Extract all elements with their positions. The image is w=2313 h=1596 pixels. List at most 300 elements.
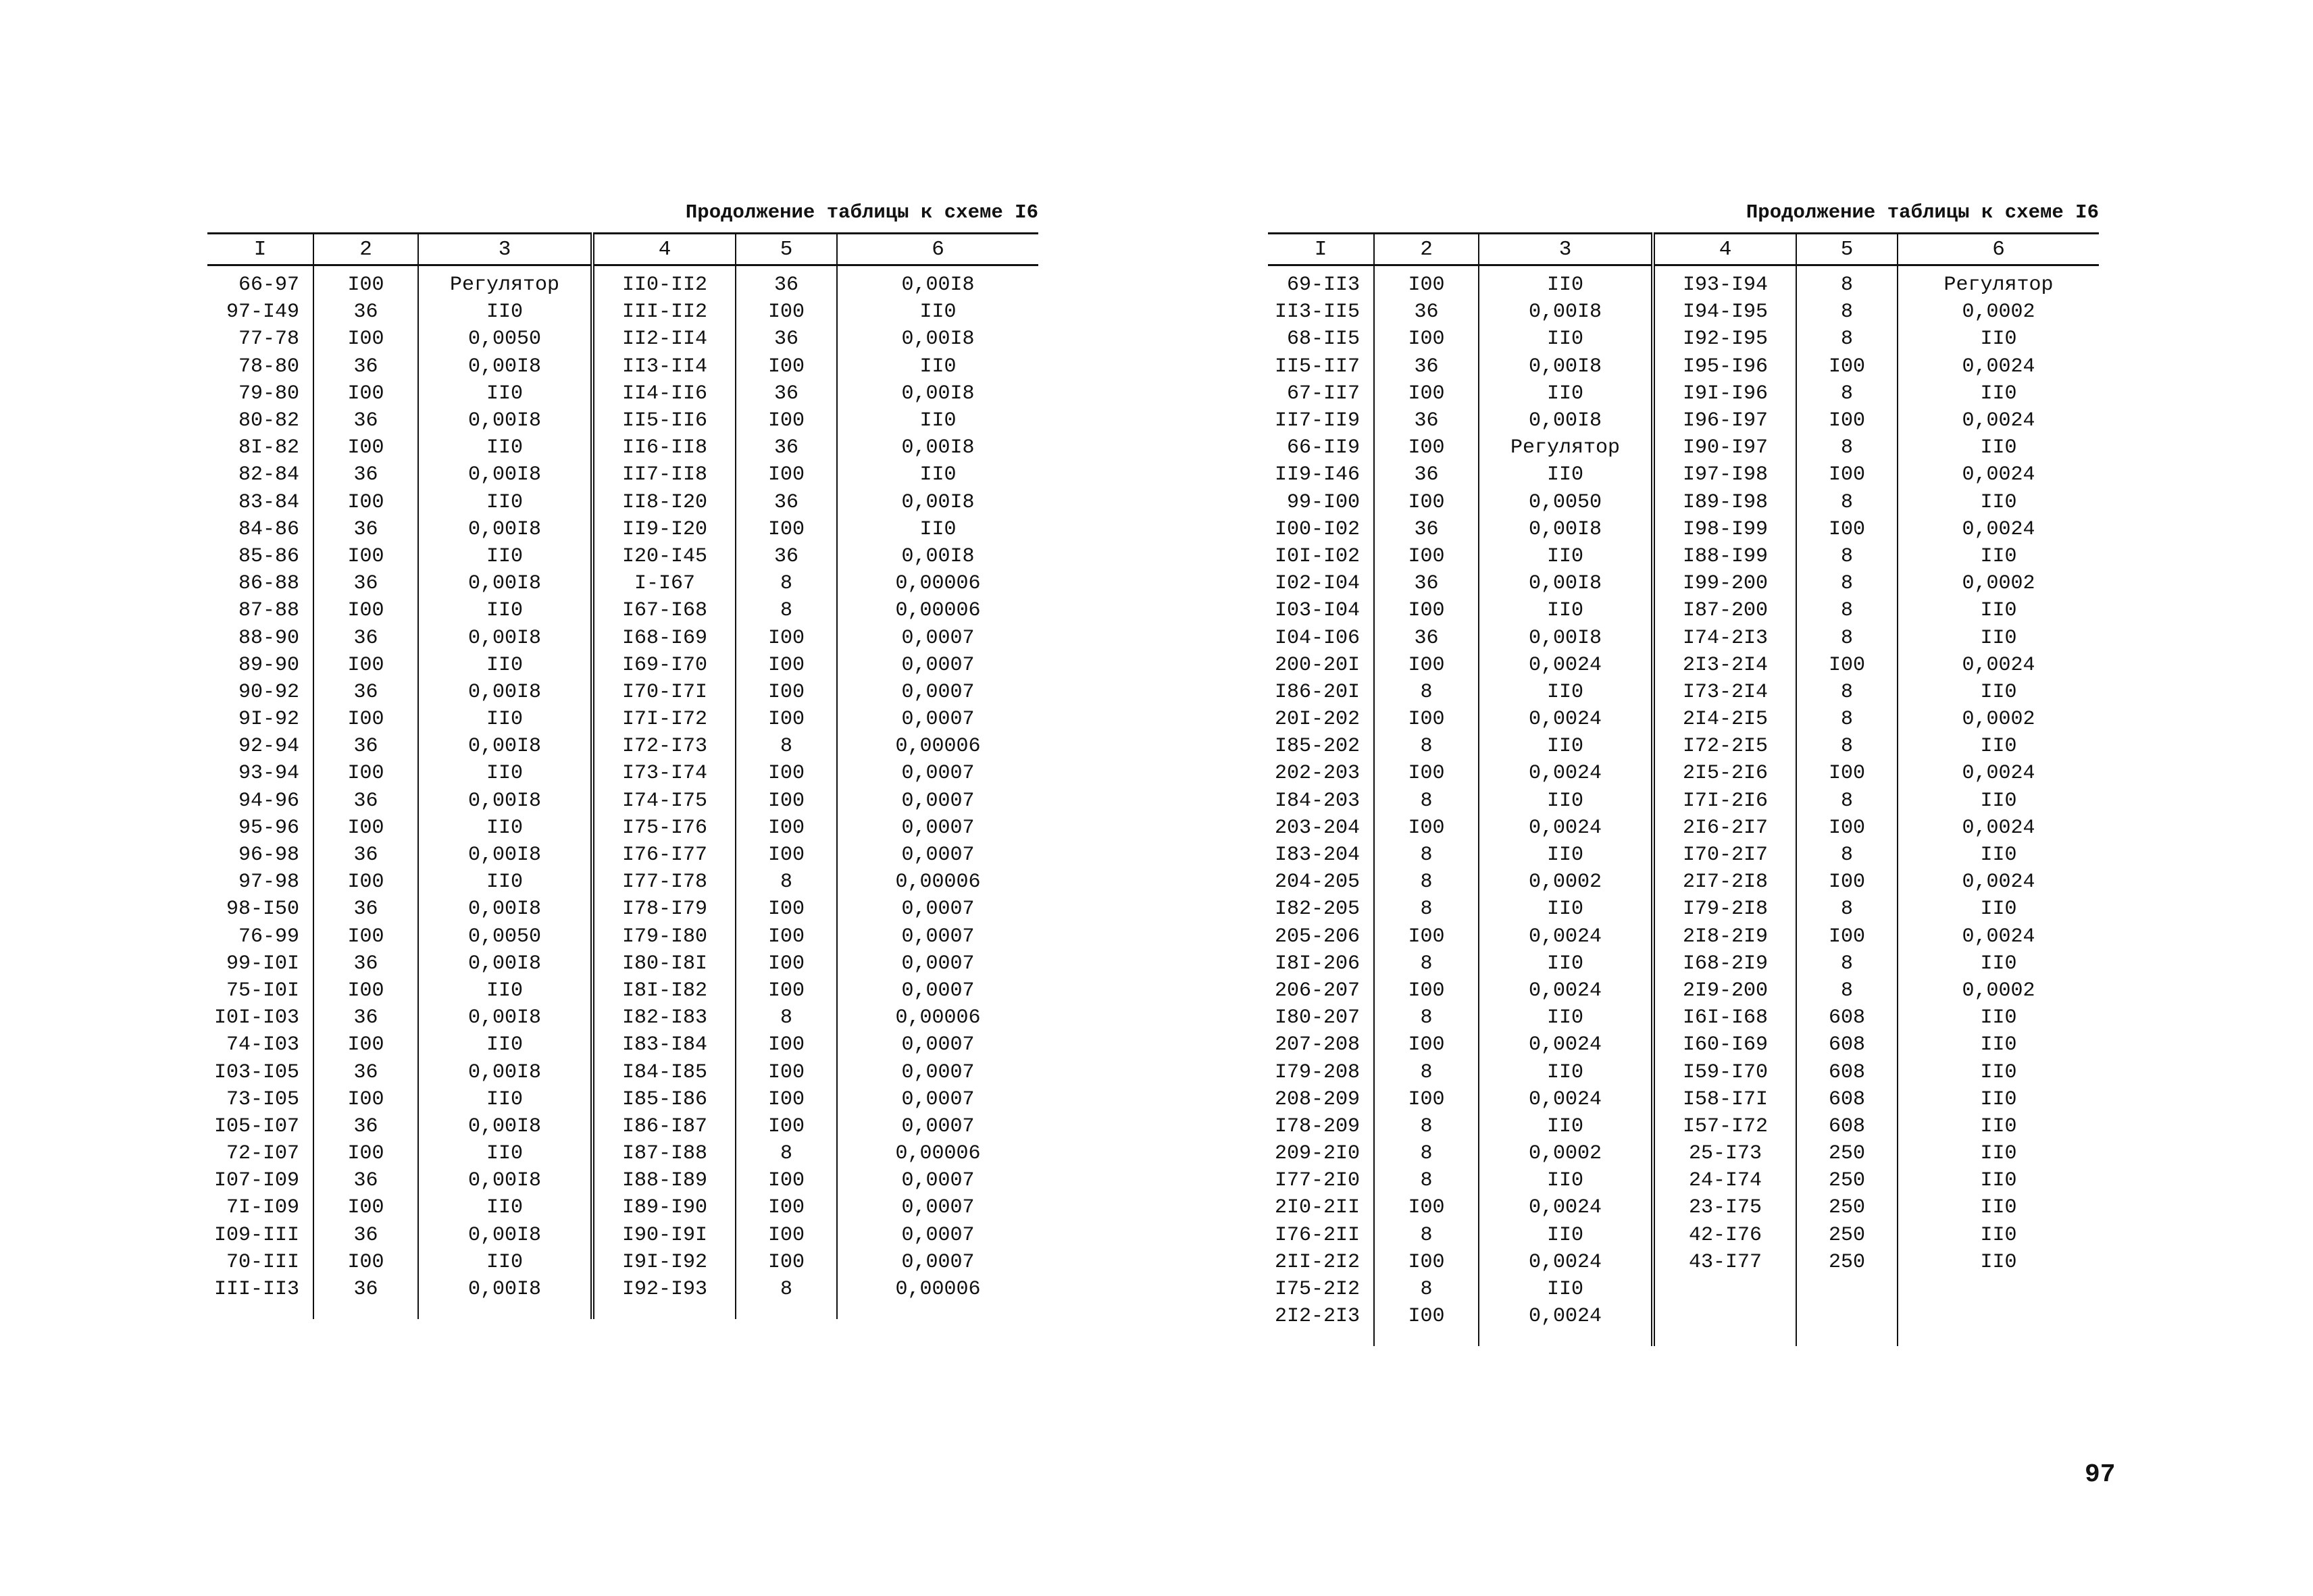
table-cell-col-2: 8 [1374, 842, 1479, 869]
table-cell-col-2: 36 [1374, 353, 1479, 380]
table-cell-col-6: 0,0002 [1898, 299, 2099, 326]
table-cell-col-1: 99-I00 [1286, 490, 1360, 514]
table-cell-col-5: 8 [1796, 299, 1898, 326]
table-cell-col-3: 0,00I8 [418, 461, 592, 488]
table-cell-col-2: I00 [1374, 597, 1479, 624]
table-cell-col-5: I00 [1796, 815, 1898, 842]
table-cell-col-3: II0 [1479, 1058, 1653, 1085]
table-cell-col-2: I00 [1374, 815, 1479, 842]
table-cell-col-5: 36 [736, 489, 837, 516]
table-cell-col-4: I59-I70 [1653, 1058, 1796, 1085]
table-cell-col-6: 0,0007 [837, 950, 1038, 977]
table-row [207, 380, 1038, 407]
table-cell-col-5: 8 [1796, 434, 1898, 461]
table-cell-col-2: I00 [1374, 923, 1479, 950]
table-cell-col-6: 0,0007 [837, 1167, 1038, 1194]
table-cell-col-5: 8 [1796, 543, 1898, 570]
table-cell-col-5: 250 [1796, 1249, 1898, 1276]
table-row [207, 1086, 1038, 1113]
table-cell-col-1: 85-86 [238, 544, 299, 568]
table-row [207, 265, 1038, 299]
table-cell-col-1: I78-209 [1274, 1114, 1360, 1138]
table-cell-col-1: 97-I49 [226, 301, 299, 324]
table-cell-col-5: I00 [1796, 407, 1898, 434]
table-cell-col-3: II0 [418, 1031, 592, 1058]
table-row [207, 977, 1038, 1004]
table-cell-col-2: I00 [1374, 977, 1479, 1004]
table-cell-col-5: I00 [736, 815, 837, 842]
table-cell-col-6: 0,00I8 [837, 489, 1038, 516]
table-cell-col-4: I72-2I5 [1653, 733, 1796, 760]
table-cell-col-5: 608 [1796, 1004, 1898, 1031]
table-cell-col-6: 0,0024 [1898, 815, 2099, 842]
table-cell-col-5: 8 [1796, 977, 1898, 1004]
table-cell-col-4: II4-II6 [592, 380, 736, 407]
table-cell-col-3: 0,00I8 [1479, 407, 1653, 434]
table-row [1268, 489, 2099, 516]
table-cell-col-6: 0,00I8 [837, 265, 1038, 299]
table-cell-col-2: I00 [313, 869, 418, 896]
table-cell-col-2: 36 [313, 788, 418, 815]
table-row [1268, 461, 2099, 488]
table-cell-col-5: 8 [1796, 624, 1898, 651]
table-cell-col-1: 92-94 [238, 735, 299, 758]
table-cell-col-4: I87-200 [1653, 597, 1796, 624]
table-cell-col-5: 8 [1796, 950, 1898, 977]
table-row [1268, 1113, 2099, 1140]
table-row [1268, 434, 2099, 461]
table-cell-col-4: 2I3-2I4 [1653, 652, 1796, 679]
table-row [207, 1004, 1038, 1031]
table-cell-col-4: I80-I8I [592, 950, 736, 977]
table-row [1268, 299, 2099, 326]
table-cell-col-3: 0,00I8 [418, 516, 592, 543]
table-row [1268, 570, 2099, 597]
table-cell-col-5: 250 [1796, 1194, 1898, 1221]
table-row [207, 434, 1038, 461]
table-row [1268, 624, 2099, 651]
table-cell-col-3: II0 [1479, 950, 1653, 977]
table-cell-col-2: I00 [313, 1031, 418, 1058]
table-cell-col-5: I00 [736, 760, 837, 787]
table-cell-col-6: 0,00I8 [837, 326, 1038, 353]
table-cell-col-6: 0,0007 [837, 1058, 1038, 1085]
header-row [207, 234, 1038, 265]
table-cell-col-6: 0,0007 [837, 896, 1038, 923]
table-cell-col-2: 36 [1374, 461, 1479, 488]
table-cell-col-2: I00 [1374, 1194, 1479, 1221]
table-cell-col-3: II0 [1479, 380, 1653, 407]
table-cell-col-5: 8 [1796, 842, 1898, 869]
table-cell-col-6: 0,00006 [837, 1276, 1038, 1303]
table-row [207, 461, 1038, 488]
table-cell-col-3: 0,00I8 [418, 407, 592, 434]
table-cell-col-5: 250 [1796, 1167, 1898, 1194]
table-cell-col-2: 36 [313, 733, 418, 760]
table-cell-col-5: I00 [1796, 461, 1898, 488]
table-cell-col-4: I67-I68 [592, 597, 736, 624]
table-cell-col-6: II0 [1898, 624, 2099, 651]
table-cell-col-2: 36 [313, 1058, 418, 1085]
table-cell-col-6: 0,0007 [837, 788, 1038, 815]
table-row [207, 624, 1038, 651]
table-cell-col-4: 2I8-2I9 [1653, 923, 1796, 950]
col-header-6: 6 [837, 234, 1038, 265]
table-cell-col-4: 24-I74 [1653, 1167, 1796, 1194]
table-row [207, 1276, 1038, 1303]
table-cell-col-4: I95-I96 [1653, 353, 1796, 380]
page-number: 97 [2085, 1460, 2116, 1489]
table-row [207, 299, 1038, 326]
table-cell-col-1: 78-80 [238, 355, 299, 378]
table-cell-col-4: 2I6-2I7 [1653, 815, 1796, 842]
table-cell-col-2: 8 [1374, 1004, 1479, 1031]
table-cell-col-1: 209-2I0 [1274, 1142, 1360, 1166]
table-cell-col-4: I9I-I96 [1653, 380, 1796, 407]
table-cell-col-5: 8 [1796, 788, 1898, 815]
table-cell-col-4: I77-I78 [592, 869, 736, 896]
table-row [207, 489, 1038, 516]
table-cell-col-5: 8 [736, 1140, 837, 1167]
table-cell-col-3: II0 [1479, 1276, 1653, 1303]
table-cell-col-3: 0,00I8 [418, 788, 592, 815]
table-cell-col-3: II0 [418, 489, 592, 516]
table-row [1268, 1140, 2099, 1167]
table-cell-col-6: II0 [1898, 733, 2099, 760]
table-cell-col-6: 0,00006 [837, 1140, 1038, 1167]
table-cell-col-3: 0,00I8 [418, 353, 592, 380]
table-cell-col-2: I00 [1374, 543, 1479, 570]
table-cell-col-2: 8 [1374, 1140, 1479, 1167]
table-cell-col-1: I07-I09 [213, 1169, 299, 1193]
table-cell-col-2: I00 [1374, 652, 1479, 679]
table-cell-col-1: I02-I04 [1274, 572, 1360, 596]
col-header-3: 3 [1479, 234, 1653, 265]
table-cell-col-3: 0,00I8 [418, 1113, 592, 1140]
table-cell-col-2: 36 [313, 896, 418, 923]
table-cell-col-3: 0,00I8 [418, 1004, 592, 1031]
table-cell-col-5: 8 [1796, 896, 1898, 923]
table-cell-col-4: I99-200 [1653, 570, 1796, 597]
table-cell-col-5: I00 [736, 1086, 837, 1113]
table-tail-cell [207, 1303, 313, 1319]
table-cell-col-3: II0 [1479, 842, 1653, 869]
table-row [1268, 788, 2099, 815]
table-cell-col-2: 36 [1374, 299, 1479, 326]
table-cell-col-6: 0,00I8 [837, 543, 1038, 570]
table-cell-col-4: I58-I7I [1653, 1086, 1796, 1113]
table-cell-col-1: 2I2-2I3 [1274, 1305, 1360, 1329]
table-cell-col-3: II0 [418, 543, 592, 570]
table-cell-col-1: 206-207 [1274, 979, 1360, 1002]
table-cell-col-6: II0 [1898, 1086, 2099, 1113]
table-cell-col-2: I00 [313, 977, 418, 1004]
table-cell-col-4: I79-2I8 [1653, 896, 1796, 923]
table-cell-col-5: 36 [736, 543, 837, 570]
table-cell-col-3: 0,00I8 [418, 896, 592, 923]
table-cell-col-5: 250 [1796, 1140, 1898, 1167]
table-cell-col-3: II0 [1479, 679, 1653, 706]
table-cell-col-4 [1653, 1303, 1796, 1330]
table-cell-col-4: II5-II6 [592, 407, 736, 434]
table-cell-col-6: 0,00I8 [837, 380, 1038, 407]
table-cell-col-6: II0 [1898, 788, 2099, 815]
table-cell-col-6: 0,0007 [837, 1222, 1038, 1249]
table-cell-col-6: II0 [1898, 950, 2099, 977]
table-cell-col-6: II0 [1898, 1167, 2099, 1194]
table-cell-col-3: II0 [418, 869, 592, 896]
table-cell-col-1: I76-2II [1274, 1223, 1360, 1247]
table-cell-col-6: II0 [837, 407, 1038, 434]
table-cell-col-5: 250 [1796, 1222, 1898, 1249]
table-cell-col-3: 0,00I8 [418, 679, 592, 706]
table-row [1268, 1086, 2099, 1113]
table-cell-col-3: 0,00I8 [1479, 624, 1653, 651]
table-cell-col-4: I70-I7I [592, 679, 736, 706]
table-cell-col-4: I89-I90 [592, 1194, 736, 1221]
table-tail-cell [313, 1303, 418, 1319]
table-cell-col-2: I00 [313, 1086, 418, 1113]
table-cell-col-6: 0,0024 [1898, 869, 2099, 896]
table-cell-col-3: 0,0024 [1479, 1194, 1653, 1221]
table-cell-col-4: I73-2I4 [1653, 679, 1796, 706]
table-cell-col-3: Регулятор [418, 265, 592, 299]
table-cell-col-5: I00 [736, 407, 837, 434]
table-row [1268, 815, 2099, 842]
table-cell-col-5: I00 [736, 842, 837, 869]
table-cell-col-5: 8 [1796, 733, 1898, 760]
table-cell-col-1: 7I-I09 [226, 1196, 299, 1220]
table-cell-col-6: 0,00006 [837, 869, 1038, 896]
table-cell-col-3: II0 [418, 380, 592, 407]
table-cell-col-5: I00 [736, 353, 837, 380]
table-row [1268, 1276, 2099, 1303]
table-row [1268, 733, 2099, 760]
table-cell-col-6: II0 [1898, 1113, 2099, 1140]
table-cell-col-4: II6-II8 [592, 434, 736, 461]
table-cell-col-6: II0 [1898, 1031, 2099, 1058]
table-cell-col-4: II3-II4 [592, 353, 736, 380]
table-cell-col-1: 207-208 [1274, 1033, 1360, 1057]
table-cell-col-2: 36 [313, 570, 418, 597]
table-cell-col-2: I00 [313, 265, 418, 299]
table-cell-col-5: I00 [736, 1194, 837, 1221]
table-cell-col-3: 0,0024 [1479, 977, 1653, 1004]
right-table-block [1268, 196, 2099, 1346]
table-cell-col-1: 84-86 [238, 517, 299, 541]
table-cell-col-3: 0,0024 [1479, 760, 1653, 787]
table-cell-col-4: I73-I74 [592, 760, 736, 787]
table-caption: Продолжение таблицы к схеме I6 [1746, 201, 2099, 224]
table-cell-col-3: II0 [1479, 788, 1653, 815]
table-row [1268, 896, 2099, 923]
table-cell-col-4: 2I5-2I6 [1653, 760, 1796, 787]
table-cell-col-2: I00 [1374, 760, 1479, 787]
table-cell-col-1: I84-203 [1274, 789, 1360, 813]
table-cell-col-5: 608 [1796, 1031, 1898, 1058]
table-cell-col-5: I00 [736, 706, 837, 733]
table-cell-col-4: I79-I80 [592, 923, 736, 950]
table-cell-col-1: II9-I46 [1274, 463, 1360, 487]
table-tail-cell [1653, 1330, 1796, 1346]
table-cell-col-2: I00 [313, 1194, 418, 1221]
table-cell-col-2: 36 [1374, 570, 1479, 597]
table-row [1268, 760, 2099, 787]
table-cell-col-3: II0 [1479, 597, 1653, 624]
table-cell-col-4: I88-I99 [1653, 543, 1796, 570]
table-cell-col-6: Регулятор [1898, 265, 2099, 299]
table-cell-col-4: I94-I95 [1653, 299, 1796, 326]
table-cell-col-1: 66-II9 [1286, 436, 1360, 460]
table-cell-col-1: 86-88 [238, 572, 299, 596]
table-cell-col-4: I96-I97 [1653, 407, 1796, 434]
table-cell-col-2: 36 [313, 1004, 418, 1031]
table-row [1268, 869, 2099, 896]
table-tail-cell [1374, 1330, 1479, 1346]
table-cell-col-3: II0 [418, 706, 592, 733]
table-cell-col-5: I00 [736, 950, 837, 977]
table-cell-col-2: 36 [1374, 516, 1479, 543]
table-cell-col-1: 202-203 [1274, 762, 1360, 786]
table-cell-col-2: I00 [313, 1140, 418, 1167]
table-cell-col-1: II3-II5 [1274, 301, 1360, 324]
table-cell-col-4: I74-I75 [592, 788, 736, 815]
table-cell-col-4: I6I-I68 [1653, 1004, 1796, 1031]
table-cell-col-4: I83-I84 [592, 1031, 736, 1058]
table-cell-col-2: 36 [313, 1113, 418, 1140]
table-cell-col-5: 8 [1796, 265, 1898, 299]
table-cell-col-4: I-I67 [592, 570, 736, 597]
table-tail-cell [1898, 1330, 2099, 1346]
header-row [1268, 234, 2099, 265]
table-tail-row [1268, 1330, 2099, 1346]
table-cell-col-1: II7-II9 [1274, 409, 1360, 433]
table-cell-col-3: II0 [1479, 1222, 1653, 1249]
table-cell-col-3: 0,0002 [1479, 869, 1653, 896]
table-cell-col-4: I92-I95 [1653, 326, 1796, 353]
table-cell-col-2: I00 [1374, 489, 1479, 516]
table-row [207, 706, 1038, 733]
table-cell-col-2: I00 [1374, 380, 1479, 407]
table-cell-col-1: I04-I06 [1274, 626, 1360, 650]
table-row [207, 869, 1038, 896]
table-cell-col-6: II0 [1898, 1004, 2099, 1031]
table-cell-col-2: I00 [1374, 1249, 1479, 1276]
table-cell-col-1: 75-I0I [226, 979, 299, 1002]
table-cell-col-4: II7-II8 [592, 461, 736, 488]
table-row [207, 570, 1038, 597]
table-cell-col-5 [1796, 1303, 1898, 1330]
table-cell-col-3: 0,00I8 [418, 733, 592, 760]
table-cell-col-1: 72-I07 [226, 1142, 299, 1166]
table-cell-col-5: 8 [736, 1004, 837, 1031]
table-cell-col-1: 67-II7 [1286, 382, 1360, 405]
table-cell-col-4: I90-I97 [1653, 434, 1796, 461]
table-cell-col-5: 8 [1796, 679, 1898, 706]
table-cell-col-1: I82-205 [1274, 898, 1360, 921]
table-cell-col-1: 20I-202 [1274, 708, 1360, 731]
table-row [207, 1249, 1038, 1276]
table-cell-col-3: 0,00I8 [1479, 516, 1653, 543]
table-cell-col-1: 204-205 [1274, 871, 1360, 894]
table-cell-col-3: II0 [1479, 1004, 1653, 1031]
table-row [1268, 1058, 2099, 1085]
table-cell-col-2: I00 [1374, 706, 1479, 733]
table-row [207, 326, 1038, 353]
table-cell-col-2: I00 [313, 923, 418, 950]
table-row [207, 679, 1038, 706]
table-cell-col-2: 36 [313, 624, 418, 651]
table-cell-col-1: I77-2I0 [1274, 1169, 1360, 1193]
table-cell-col-3: II0 [418, 1194, 592, 1221]
table-cell-col-2: I00 [313, 706, 418, 733]
table-cell-col-5: 8 [1796, 326, 1898, 353]
table-cell-col-6: 0,0024 [1898, 353, 2099, 380]
table-cell-col-5: I00 [1796, 516, 1898, 543]
table-cell-col-5: 8 [1796, 380, 1898, 407]
table-cell-col-1: 90-92 [238, 680, 299, 704]
table-row [207, 950, 1038, 977]
table-cell-col-2: I00 [1374, 1031, 1479, 1058]
table-cell-col-3: 0,0050 [1479, 489, 1653, 516]
table-row [207, 1167, 1038, 1194]
table-cell-col-2: 36 [313, 353, 418, 380]
table-cell-col-2: I00 [1374, 265, 1479, 299]
table-row [207, 815, 1038, 842]
table-row [207, 1194, 1038, 1221]
table-row [207, 353, 1038, 380]
table-cell-col-2: I00 [313, 597, 418, 624]
table-cell-col-2: 36 [1374, 624, 1479, 651]
table-cell-col-4: I84-I85 [592, 1058, 736, 1085]
table-cell-col-2: 8 [1374, 1222, 1479, 1249]
table-cell-col-1: 94-96 [238, 789, 299, 813]
table-cell-col-5: 36 [736, 434, 837, 461]
table-cell-col-4: I7I-I72 [592, 706, 736, 733]
table-cell-col-1: 87-88 [238, 599, 299, 623]
table-cell-col-4: 43-I77 [1653, 1249, 1796, 1276]
table-cell-col-3: II0 [418, 597, 592, 624]
left-table-block [207, 196, 1038, 1319]
table-cell-col-4: I60-I69 [1653, 1031, 1796, 1058]
table-cell-col-3: II0 [1479, 265, 1653, 299]
table-cell-col-3: 0,00I8 [418, 1276, 592, 1303]
table-cell-col-1: III-II3 [213, 1278, 299, 1302]
table-cell-col-1: 73-I05 [226, 1087, 299, 1111]
table-cell-col-3: II0 [418, 760, 592, 787]
table-cell-col-5: I00 [736, 516, 837, 543]
table-cell-col-2: 36 [313, 679, 418, 706]
table-row [1268, 543, 2099, 570]
table-cell-col-6: 0,0007 [837, 977, 1038, 1004]
table-cell-col-3: II0 [418, 1140, 592, 1167]
table-cell-col-2: I00 [1374, 326, 1479, 353]
table-cell-col-2: 36 [313, 950, 418, 977]
table-cell-col-1: 89-90 [238, 653, 299, 677]
col-header-5: 5 [1796, 234, 1898, 265]
col-header-4: 4 [592, 234, 736, 265]
table-cell-col-1: 98-I50 [226, 898, 299, 921]
col-header-1: I [207, 234, 313, 265]
table-cell-col-4: I68-I69 [592, 624, 736, 651]
col-header-5: 5 [736, 234, 837, 265]
table-cell-col-5: I00 [736, 923, 837, 950]
table-cell-col-6: 0,00006 [837, 597, 1038, 624]
table-cell-col-5: 608 [1796, 1113, 1898, 1140]
table-cell-col-3: II0 [418, 1086, 592, 1113]
table-cell-col-6: 0,0024 [1898, 461, 2099, 488]
table-cell-col-5: I00 [1796, 923, 1898, 950]
